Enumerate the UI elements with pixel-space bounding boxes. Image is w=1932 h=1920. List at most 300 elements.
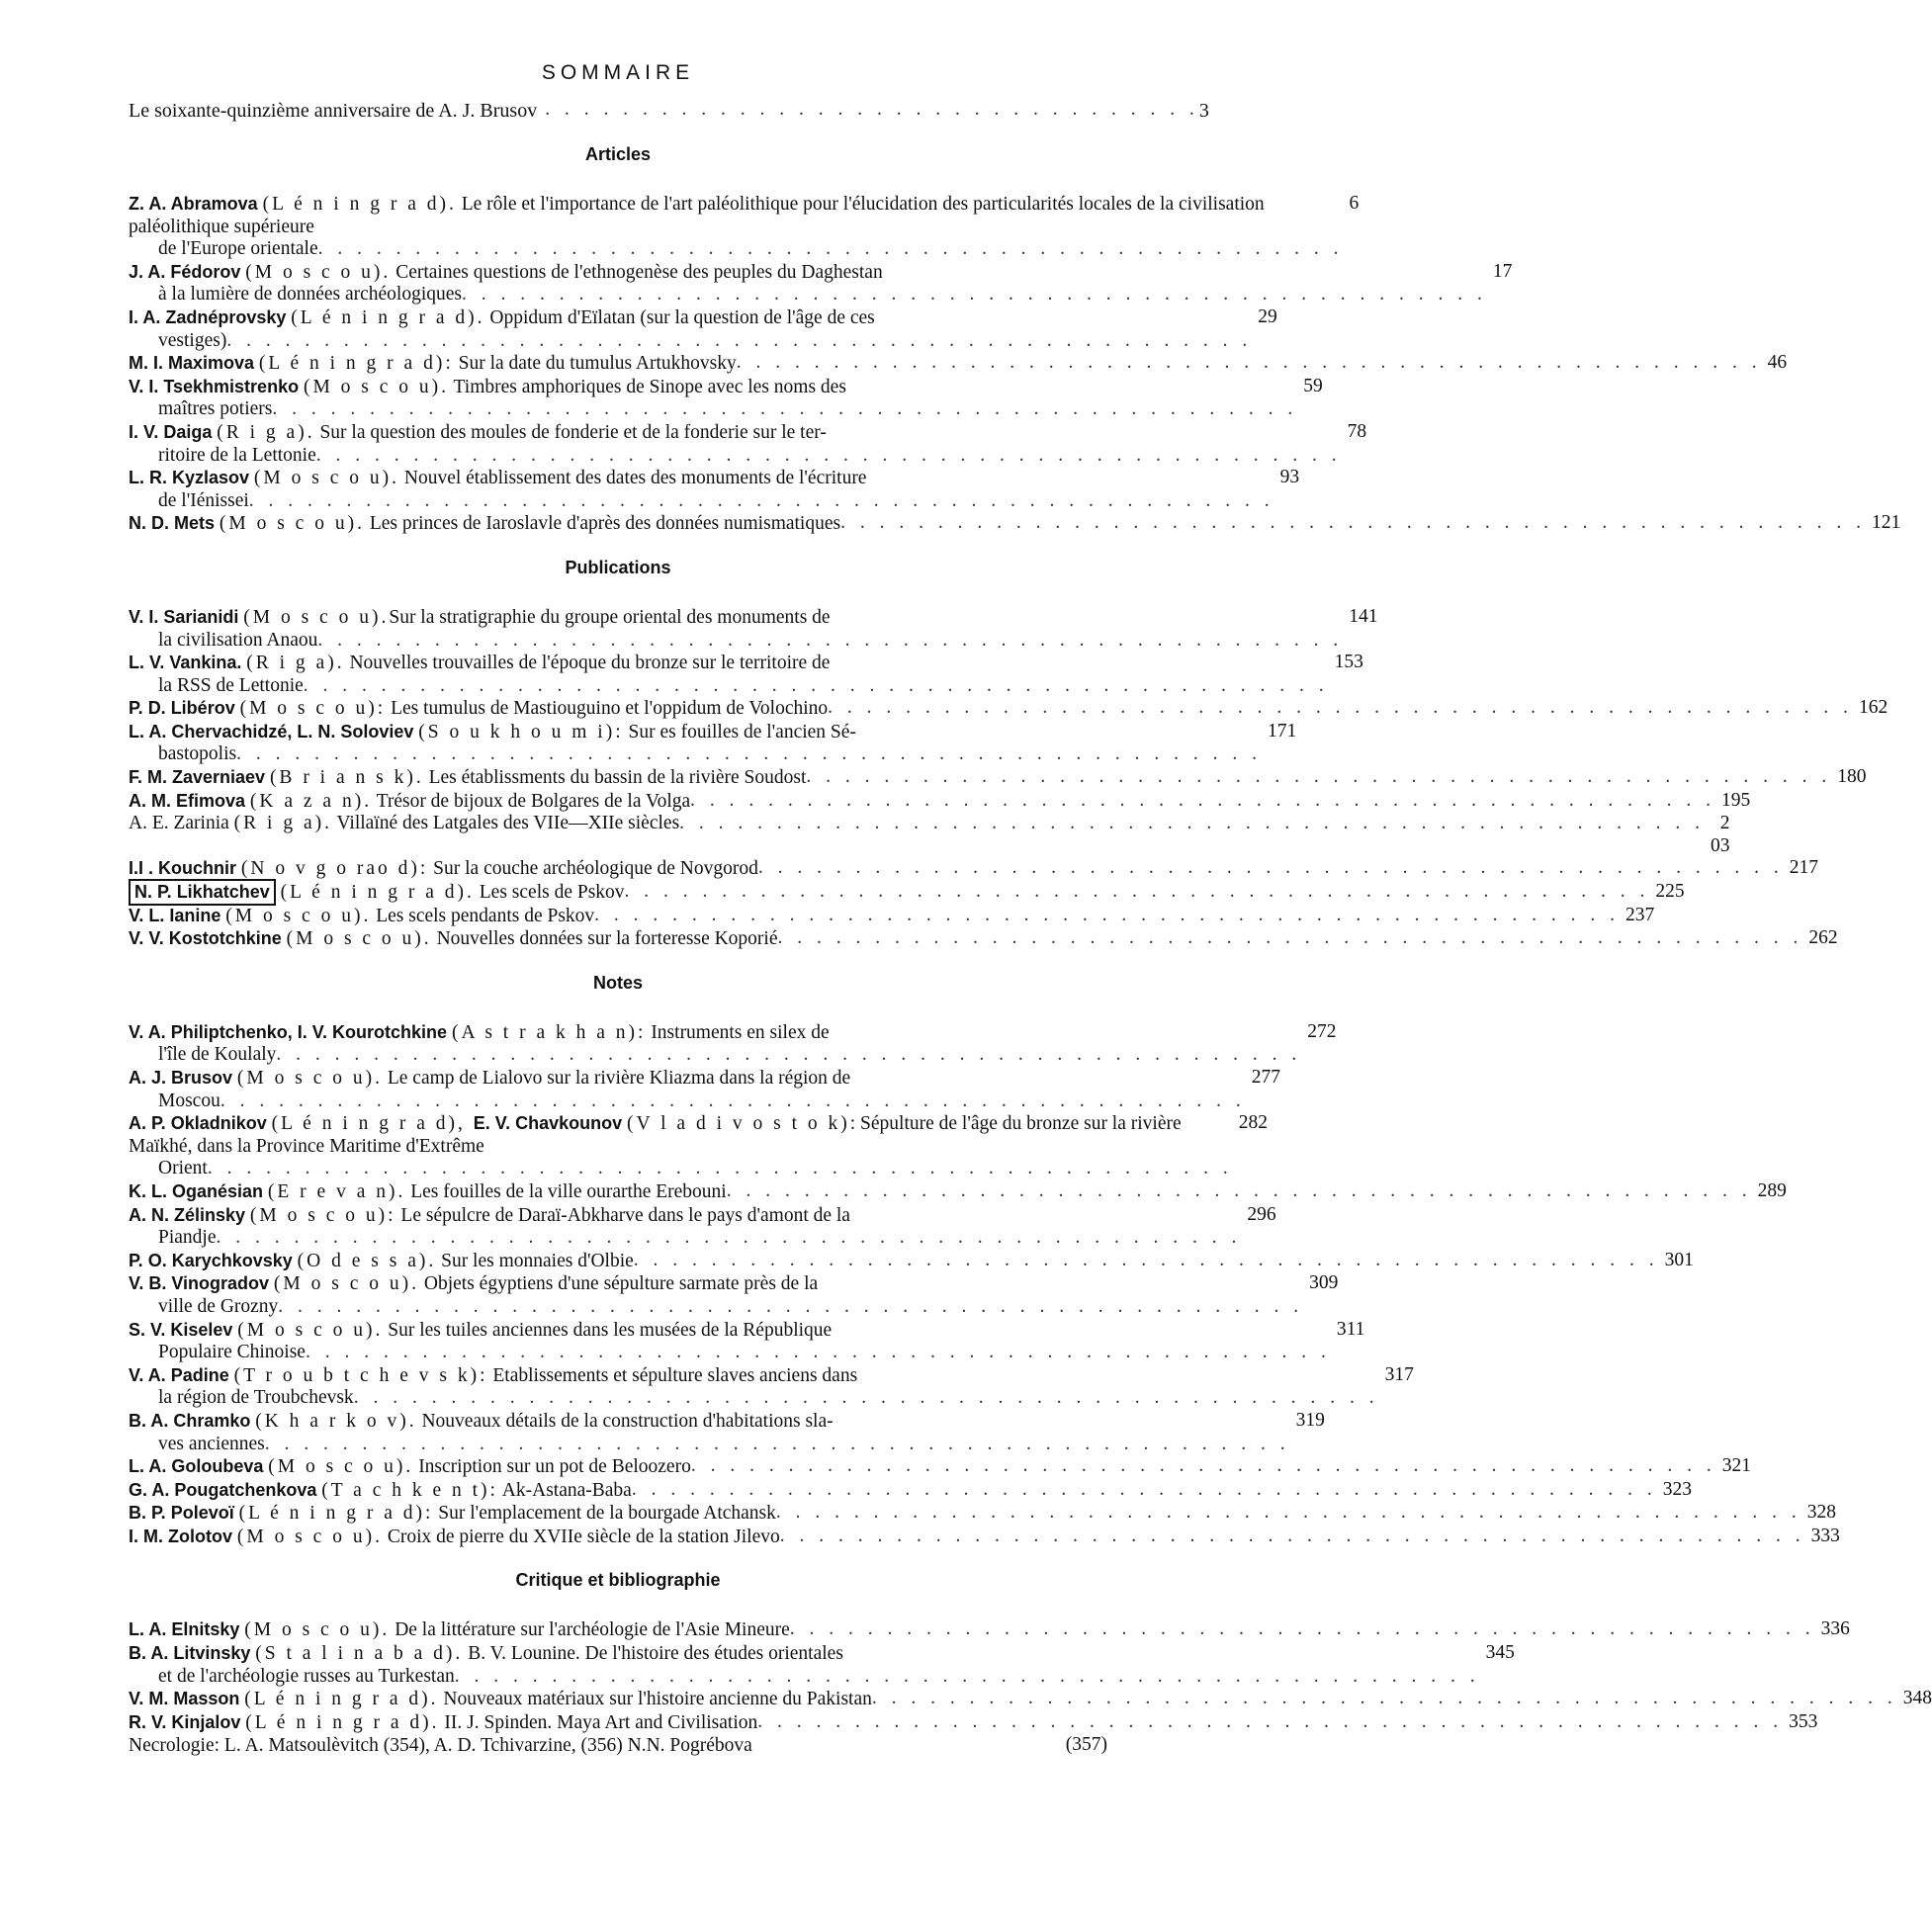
entry-line [129,766,1831,790]
entry-author: Z. A. Abramova [129,194,258,214]
toc-entry [129,375,1323,421]
entry-tail [129,490,1274,513]
entry-city: (T r o u b t c h e v s k): [233,1364,488,1386]
toc-entry [129,1688,1932,1711]
dot-leader: . . . . . . . . . . . . . . . . . . . . . . . . . . . . . . . . . . . . . . . . . . . . . . . . . . . . . [777,927,1803,949]
entry-city: (M o s c o u). [286,928,432,950]
dot-leader: . . . . . . . . . . . . . . . . . . . . . . . . . . . . . . . . . . . . . . . . . . . . . . . . . . . . . [207,1158,1233,1179]
entry-title: Nouvelles données sur la forteresse Koporié [431,928,778,950]
page-number: 262 [1808,927,1838,949]
entry-title-end: la civilisation Anaou [158,629,318,651]
page-number: 171 [1267,720,1297,742]
entry-city: (M o s c o u). [268,1456,414,1478]
entry-title: Les scels pendants de Pskov [371,905,595,926]
toc-entry [129,1203,1276,1250]
page-number: 121 [1871,512,1901,534]
dot-leader: . . . . . . . . . . . . . . . . . . . . . . . . . . . . . . . . . . . . . . . . . . . . . . . . . . . . . [679,813,1706,834]
toc-entry [129,1734,1107,1758]
entry-lead [129,193,1343,238]
entry-title: Sur la couche archéologique de Novgorod [428,858,758,880]
entry-author: A. E. Zarinia [129,813,229,834]
entry-tail [129,238,1343,261]
intro-entry [129,99,1209,123]
entry-city: (M o s c o u). [237,1319,384,1341]
dot-leader: . . . . . . . . . . . . . . . . . . . . . . . . . . . . . . . . . . . . . . . . . . . . . . . . . . . . . [775,1502,1801,1524]
entry-author: I.I . Kouchnir [129,858,237,879]
entry-tail [129,398,1297,421]
entry-body [129,1410,1290,1455]
entry-body [129,1688,1897,1711]
entry-title-end: bastopolis [158,743,237,765]
entry-city: (N o v g o rao d): [240,858,429,880]
entry-city: (B r i a n s k). [269,767,424,789]
entry-title: Nouveaux détails de la construction d'habitations sla- [416,1410,834,1432]
toc-entry [129,605,1378,652]
entry-text [129,352,737,376]
entry-city: (M o s c o u). [253,468,399,489]
entry-title: Les scels de Pskov [474,882,625,904]
page-number: 180 [1837,766,1867,788]
dot-leader: . . . . . . . . . . . . . . . . . . . . . . . . . . . . . . . . . . . . . . . . . . . . . . . . . . . . . [828,697,1854,719]
page-number: 289 [1757,1179,1787,1201]
entry-title: Trésor de bijoux de Bolgares de la Volga [372,790,691,812]
dot-leader: . . . . . . . . . . . . . . . . . . . . . . . . . . . . . . . . . . . . . . . . . . . . . . . . . . . . . [726,1179,1752,1201]
page-number: 345 [1485,1642,1515,1664]
entry-title: Necrologie: L. A. Matsoulèvitch (354), A. D. Tchivarzine, (356) N.N. Pogrébova [129,1735,752,1757]
entry-author: S. V. Kiselev [129,1319,233,1340]
entry-city-2: (V l a d i v o s t o k) [627,1113,850,1135]
section-heading: Articles [584,144,652,164]
entry-text [129,881,625,905]
toc-entry [129,512,1901,536]
entry-title-end: ville de Grozny [158,1295,279,1317]
toc-entry [129,1618,1850,1642]
dot-leader: . . . . . . . . . . . . . . . . . . . . . . . . . . . . . . . . . . . . . . . . . . . . . . . . . . . . . [226,329,1253,351]
entry-author-2: E. V. Chavkounov [473,1113,623,1134]
entry-tail [129,1091,1246,1113]
page-number: 328 [1806,1502,1837,1524]
toc-entry [129,927,1838,951]
entry-line [129,905,1620,928]
entry-city: (K a z a n). [249,790,373,812]
entry-city: (R i g a). [246,653,345,674]
entry-city: (M o s c o u). [236,1068,383,1089]
page-number: 217 [1789,857,1818,879]
entry-title-end: la RSS de Lettonie [158,674,304,696]
entry-body [129,1067,1246,1112]
intro-page: 3 [1198,100,1209,122]
entry-title-end: l'île de Koulaly [158,1044,277,1066]
entry-title-end: la région de Troubchevsk [158,1387,354,1409]
entry-city: (T a c h k e n t): [321,1479,498,1501]
entry-title-end: Orient [158,1158,208,1179]
entry-body [129,1455,1716,1479]
entry-title: Sur es fouilles de l'ancien Sé- [623,721,856,742]
page-number: 333 [1810,1525,1840,1546]
toc-entry [129,1409,1325,1455]
entry-body [129,261,1487,306]
entry-author: B. P. Polevoï [129,1503,234,1524]
dot-leader: . . . . . . . . . . . . . . . . . . . . . . . . . . . . . . . . . . . . . . . . . . . . . . . . . . . . . [757,1710,1784,1732]
entry-title: Les princes de Iaroslavle d'après des données numismatiques [364,513,841,535]
entry-line [129,1618,1815,1642]
entry-city: (L é n i n g r a d): [238,1503,434,1525]
dot-leader: . . . . . . . . . . . . . . . . . . . . . . . . . . . . . . . . . . . . . . . . . . . . . . . . . . . . . [353,1387,1379,1409]
entry-body [129,467,1274,512]
page-number: 6 [1349,193,1360,214]
entry-city: (R i g a). [217,421,315,443]
entry-title: Nouveaux matériaux sur l'histoire ancienne du Pakistan [438,1689,872,1710]
entry-title: Etablissements et sépulture slaves anciens dans [487,1364,858,1386]
entry-title: II. J. Spinden. Maya Art and Civilisation [439,1711,758,1733]
toc-entry [129,352,1788,376]
page-number: 272 [1307,1020,1337,1042]
entry-title: : Sépulture de l'âge du bronze sur la rivière Maïkhé, dans la Province Maritime d'Extrême [129,1113,1182,1157]
page-number: 29 [1258,305,1277,327]
entry-title: Sur la question des moules de fonderie et de la fonderie sur le ter- [314,421,827,443]
entry-title-end: vestiges) [158,329,227,351]
entry-tail [129,1227,1241,1250]
dot-leader: . . . . . . . . . . . . . . . . . . . . . . . . . . . . . . . . . . . . . . . . . . . . . . . . . . . . . [462,284,1487,305]
entry-line [129,813,1705,835]
page-title: SOMMAIRE [541,61,695,84]
intro-text: Le soixante-quinzième anniversaire de A. J. Brusov [129,100,538,122]
page-number: 321 [1721,1455,1751,1477]
toc-entry [129,1179,1787,1204]
entry-line [129,1502,1801,1526]
toc-entry [129,697,1888,721]
entry-title: Le camp de Lialovo sur la rivière Kliazma dans la région de [382,1068,851,1089]
dot-leader: . . . . . . . . . . . . . . . . . . . . . . . . . . . . . . . . . . . . . . . . . . . . . . . . . . . . . [305,1342,1331,1363]
entry-city: (L é n i n g r a d). [280,882,475,904]
toc-entry [129,652,1363,697]
entry-tail [129,1044,1301,1067]
spacer [752,1734,1056,1758]
entry-author: L. A. Elnitsky [129,1619,240,1640]
dot-leader: . . . . . . . . . . . . . . . . . . . . . . . . . . . . . . . . . . . . . . . . . . . . . . . . . . . . . [594,904,1621,925]
entry-lead [129,1067,1246,1091]
entry-author: I. A. Zadnéprovsky [129,306,287,327]
entry-text [129,1502,776,1526]
entry-title: Les fouilles de la ville ourarthe Erebouni [405,1180,727,1202]
entry-title-end: Piandje [158,1227,217,1249]
entry-tail [129,445,1342,468]
entry-body [129,790,1715,814]
toc-entry [129,1363,1414,1410]
entry-body [129,421,1342,467]
sections [129,144,1932,1758]
toc-entry [129,881,1685,905]
entry-title-end: Moscou [158,1090,220,1111]
entry-city: (A s t r a k h a n): [451,1021,647,1043]
entry-title: Le sépulcre de Daraï-Abkharve dans le pays d'amont de la [395,1204,850,1226]
toc-entry [129,1455,1751,1479]
dot-leader: . . . . . . . . . . . . . . . . . . . . . . . . . . . . . . . . . . . . . . . . . . . . . . . . . . . . . [690,789,1716,811]
entry-author: K. L. Oganésian [129,1180,264,1201]
entry-author: F. M. Zaverniaev [129,767,266,788]
entry-city: (M o s c o u): [239,698,387,720]
entry-tail [129,1434,1290,1456]
entry-title-end: maîtres potiers [158,398,273,420]
page-number: 309 [1309,1272,1339,1294]
entry-text [129,1688,872,1711]
entry-line [129,1526,1805,1549]
entry-text [129,905,594,928]
entry-title: Croix de pierre du XVIIe siècle de la station Jilevo [382,1526,780,1547]
entry-body [129,1734,1056,1758]
entry-city: (M o s c o u). [244,1619,391,1641]
entry-lead [129,721,1262,744]
dot-leader: . . . . . . . . . . . . . . . . . . . . . . . . . . . . . . . . . . . . . . . . . . . . . . . . . . . . . [871,1688,1897,1709]
page-number: 353 [1789,1710,1818,1732]
page-number: 319 [1295,1409,1325,1431]
entry-tail [129,1666,1480,1689]
entry-lead [129,1112,1233,1158]
entry-title: Inscription sur un pot de Beloozero [413,1456,691,1478]
entry-tail [129,675,1329,698]
entry-title: Sur les tuiles anciennes dans les musées de la République [383,1319,833,1341]
entry-lead [129,306,1252,330]
entry-line [129,927,1802,951]
page-number: (357) [1065,1734,1107,1756]
page-number: 296 [1247,1203,1276,1225]
entry-city: (L é n i n g r a d). [262,194,457,215]
entry-line [129,881,1649,905]
entry-title-end: ves anciennes [158,1433,265,1454]
entry-city: (L é n i n g r a d). [245,1711,440,1733]
toc-entry [129,1502,1837,1526]
dot-leader: . . . . . . . . . . . . . . . . . . . . . . . . . . . . . . . . . . . . . . . . . . . . . . . . . . . . . [631,1478,1657,1500]
entry-lead [129,261,1487,285]
entry-title: Les établissments du bassin de la rivière Soudost [423,767,807,789]
entry-city: (S t a l i n a b a d). [255,1643,464,1665]
entry-body [129,766,1831,790]
dot-leader: . . . . . . . . . . . . . . . . . . . . . . . . . . . . . . . . . . . . . . . . . . . . . . . . . . . . . [736,352,1762,374]
entry-author: P. D. Libérov [129,698,235,719]
entry-body [129,1204,1241,1250]
dot-leader: . . . . . . . . . . . . . . . . . . . . . . . . . . . . . . . . . . . . . . . . . . . . . . . . . . . . . [624,881,1650,903]
entry-city: (M o s c o u). [236,1526,383,1547]
entry-tail [129,1342,1331,1364]
entry-body [129,813,1705,857]
entry-body [129,1526,1805,1549]
entry-text [129,1479,632,1503]
entry-title: Le rôle et l'importance de l'art paléolithique pour l'élucidation des particularités locales de la civilisation paléolithique supérieure [129,194,1265,237]
entry-line [129,857,1784,881]
entry-title: Sur la date du tumulus Artukhovsky [453,353,737,375]
entry-author: V. I. Tsekhmistrenko [129,376,300,396]
entry-text [129,1734,752,1758]
entry-author: G. A. Pougatchenkova [129,1479,317,1500]
entry-title: Timbres amphoriques de Sinope avec les noms des [449,376,846,397]
dot-leader: . . . . . . . . . . . . . . . . . . . . . . . . . . . . . . . . . . . . . . . . . . . . . . . . . . . . . [278,1295,1304,1317]
dot-leader: . . . . . . . . . . . . . . . . . . . . . . . . . . . . . . . . . . . . . . . . . . . . . . . . . . . . . [690,1455,1716,1477]
entry-city: (L é n i n g r a d): [258,353,454,375]
entry-line [129,1455,1716,1479]
entry-text [129,857,758,881]
page-number: 348 [1902,1688,1932,1709]
entry-text [129,1618,790,1642]
entry-city: (L é n i n g r a d). [291,306,485,328]
entry-body [129,1502,1801,1526]
dot-leader: . . . . . . . . . . . . . . . . . . . . . . . . . . . . . . . . . . . . . . . . . . . . . . . . . . . . . [315,444,1342,466]
toc-entry [129,420,1367,467]
dot-leader: . . . . . . . . . . . . . . . . . . . . . . . . . . . . . . . . . . . . . . . . . . . . . . . . . . . . . [272,398,1298,420]
page-number: 17 [1492,260,1513,282]
entry-city: (M o s c o u). [225,905,372,926]
entry-city: (O d e s s a). [297,1250,437,1271]
entry-lead [129,1364,1379,1388]
entry-title: De la littérature sur l'archéologie de l'Asie Mineure [390,1619,790,1641]
entry-line [129,697,1853,721]
entry-body [129,1618,1815,1642]
entry-body [129,857,1784,881]
dot-leader: . . . . . . . . . . . . . . . . . . . . . . . . . . . . . . . . . . . . . . . . . . . . . . . . . . . . . [248,489,1274,511]
entry-body [129,1112,1233,1180]
dot-leader: . . . . . . . . . . . . . . . . . . . . . . . . . . . . . . . . . . . . . . . . . . . . . . . . . . . . . [220,1090,1246,1111]
entry-city: (L é n i n g r a d), [271,1113,474,1135]
toc-entry [129,1112,1268,1180]
entry-line [129,512,1866,536]
page-number: 46 [1767,352,1788,374]
entry-title: Ak-Astana-Baba [497,1479,632,1501]
entry-author: V. A. Philiptchenko, I. V. Kourotchkine [129,1021,448,1042]
entry-city: (M o s c o u). [245,261,392,283]
dot-leader: . . . . . . . . . . . . . . . . . . . . . . . . . . . . . . . . . . . . . . . . . . . . . . . . . . . . . [276,1044,1302,1066]
entry-author: L. R. Kyzlasov [129,468,250,488]
entry-title: Nouvelles trouvailles de l'époque du bronze sur le territoire de [344,653,831,674]
entry-text [129,1455,691,1479]
page-number: 153 [1334,652,1363,673]
entry-line [129,1250,1659,1273]
entry-body [129,697,1853,721]
dot-leader: . . . . . . . . . . . . . . . . . . . . . . . . . . . . . . . . . . . . . . . . . . . . . . . . . . . . . [806,766,1832,788]
toc-entry [129,1478,1692,1503]
entry-author: L. A. Chervachidzé, L. N. Soloviev [129,721,414,742]
entry-title-end: de l'Iénissei [158,489,249,511]
entry-author: V. M. Masson [129,1689,240,1709]
entry-tail [129,1158,1233,1180]
page-number: 277 [1251,1067,1280,1088]
entry-author: A. P. Okladnikov [129,1113,267,1134]
entry-author: B. A. Chramko [129,1410,251,1431]
dot-leader: . . . . . . . . . . . . . . . . . . . . . . . . . . . . . . . . . . . . . . . . . . . . . . . . . . . . . [317,629,1344,651]
entry-author: V. V. Kostotchkine [129,928,282,949]
entry-text [129,1526,780,1549]
page-number: 323 [1662,1478,1692,1500]
toc-entry [129,1067,1280,1112]
entry-body [129,1642,1480,1688]
toc-entry [129,193,1360,261]
page-number: 237 [1625,904,1655,925]
page-number: 59 [1303,375,1323,396]
entry-city: (K h a r k o v). [255,1410,417,1432]
entry-author: B. A. Litvinsky [129,1643,251,1664]
entry-title: Oppidum d'Eïlatan (sur la question de l'âge de ces [484,306,875,328]
entry-title: Sur l'emplacement de la bourgade Atchansk [433,1503,776,1525]
entry-author: M. I. Maximova [129,353,255,374]
entry-title: Villaïné des Latgales des VIIe—XIIe siècles [332,813,680,834]
entry-title: Sur la stratigraphie du groupe oriental des monuments de [389,606,831,628]
entry-lead [129,376,1297,399]
entry-title-end: de l'Europe orientale [158,238,318,260]
entry-title: Sur les monnaies d'Olbie [436,1250,634,1271]
entry-tail [129,1296,1303,1319]
entry-title-end: et de l'archéologie russes au Turkestan [158,1665,455,1687]
entry-tail [129,284,1487,306]
table-of-contents [129,49,1932,1758]
entry-city: (M o s c o u). [243,606,390,628]
toc-entry [129,1525,1840,1549]
entry-body [129,905,1620,928]
dot-leader: . . . . . . . . . . . . . . . . . . . . . . . . . . . . . . . . . . . . . . . . . . . . . . . . . . . . . [633,1249,1659,1270]
entry-lead [129,1204,1241,1228]
entry-text [129,512,840,536]
entry-body [129,652,1329,697]
toc-entry [129,1710,1818,1735]
toc-entry [129,904,1655,928]
page-number: 141 [1349,605,1378,627]
toc-entry [129,1642,1515,1688]
page-number: 311 [1336,1318,1365,1340]
entry-city: (R i g a). [233,813,332,834]
entry-title: Nouvel établissement des dates des monuments de l'écriture [399,468,867,489]
toc-entry [129,1249,1694,1273]
entry-body [129,1272,1303,1318]
entry-body [129,927,1802,951]
entry-text [129,1711,757,1735]
toc-entry [129,1020,1337,1067]
entry-author: V. L. Ianine [129,905,221,925]
toc-entry [129,720,1297,766]
entry-body [129,376,1297,421]
dot-leader: . . . . . . . . . . . . . . . . . . . . . . . . . . . . . . . . . . . . . . . . . . . . . . . . . . . . . [840,512,1866,534]
entry-lead [129,1272,1303,1296]
entry-body [129,721,1262,766]
page-number: 301 [1664,1249,1694,1270]
page-number: 78 [1347,420,1367,442]
entry-title: Instruments en silex de [646,1021,830,1043]
highlight-box [129,879,276,906]
entry-title: B. V. Lounine. De l'histoire des études orientales [463,1643,843,1665]
entry-lead [129,421,1342,445]
entry-body [129,1250,1659,1273]
section-heading: Notes [592,972,643,993]
page-number: 317 [1384,1363,1414,1385]
entry-author: I. V. Daiga [129,421,213,442]
entry-title-end: Populaire Chinoise [158,1342,306,1363]
entry-body [129,306,1252,352]
dot-leader: . . . . . . . . . . . . . . . . . . . . . . . . . . . . . . . . . . . . . . . . . . . . . . . . . . . . . [757,857,1784,879]
page-number: 282 [1238,1112,1268,1134]
entry-city: (M o s c o u). [273,1273,419,1295]
entry-lead [129,467,1274,490]
entry-author: V. I. Sarianidi [129,606,239,627]
entry-city: (M o s c o u): [249,1204,396,1226]
entry-lead [129,1319,1331,1343]
entry-city: (E r e v a n). [267,1180,406,1202]
entry-title: Certaines questions de l'ethnogenèse des peuples du Daghestan [391,261,883,283]
entry-body [129,1180,1752,1204]
entry-title: Les tumulus de Mastiouguino et l'oppidum de Volochino [386,698,829,720]
entry-text [129,1180,727,1204]
entry-title-end: ritoire de la Lettonie [158,444,316,466]
entry-body [129,606,1343,652]
entry-author: A. M. Efimova [129,790,246,811]
toc-entry [129,813,1730,857]
page-number: 2 03 [1711,813,1730,856]
dot-leader: . . . . . . . . . . . . . . . . . . . . . . . . . . . . . . . . . . . . . . . . . . . . . . . . . . . . . [264,1433,1290,1454]
